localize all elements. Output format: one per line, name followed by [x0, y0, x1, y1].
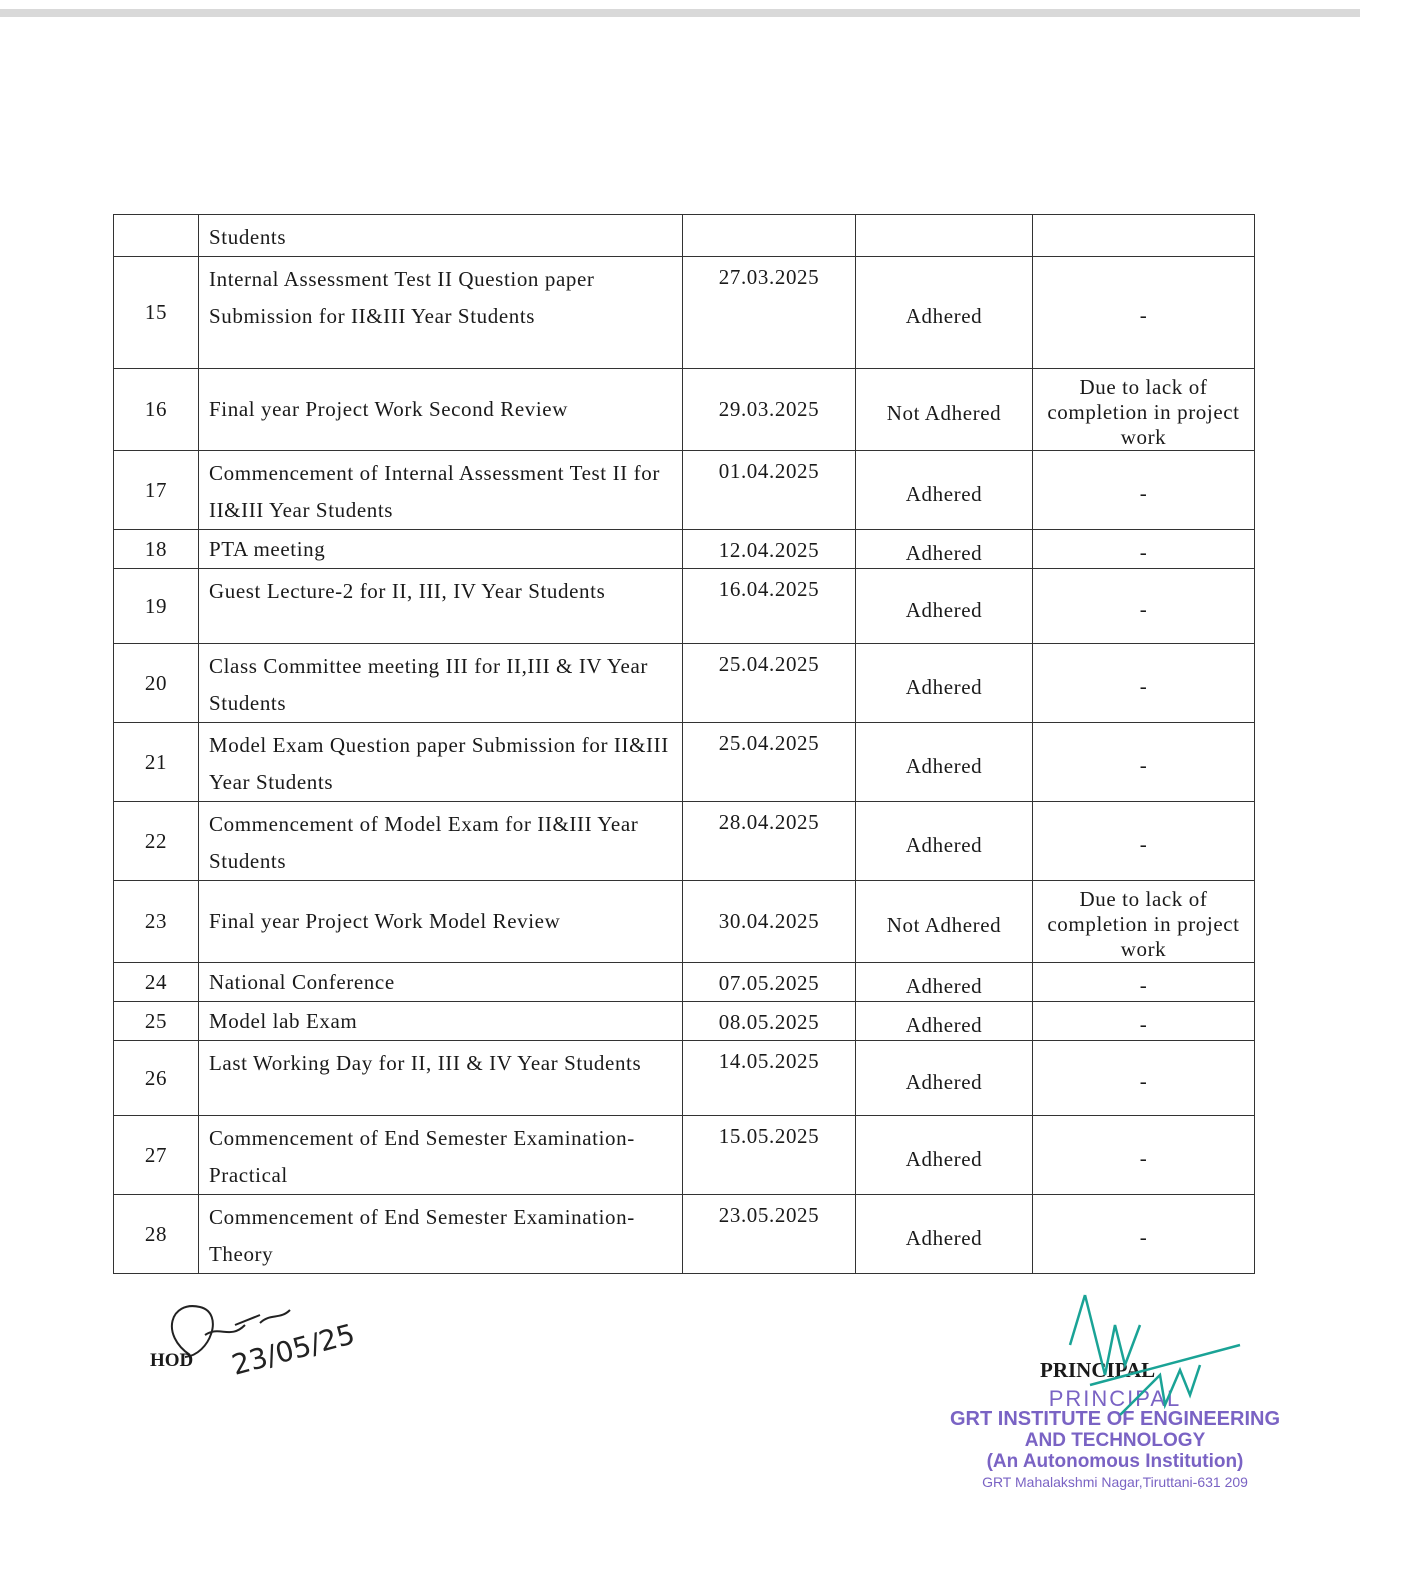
- remarks: [1033, 215, 1255, 257]
- event-date: 25.04.2025: [683, 723, 856, 802]
- remarks: -: [1033, 451, 1255, 530]
- event-description: Students: [199, 215, 683, 257]
- remarks: -: [1033, 644, 1255, 723]
- remarks: -: [1033, 802, 1255, 881]
- principal-label: PRINCIPAL: [1040, 1358, 1156, 1382]
- event-description: Commencement of Internal Assessment Test II for II&III Year Students: [199, 451, 683, 530]
- table-row: [114, 723, 1255, 802]
- scan-edge: [0, 9, 1360, 17]
- remarks: -: [1033, 530, 1255, 569]
- table-row: [114, 215, 1255, 257]
- row-number: 26: [114, 1041, 199, 1116]
- event-date: 28.04.2025: [683, 802, 856, 881]
- adherence-status: Adhered: [856, 1116, 1033, 1195]
- table-row: [114, 451, 1255, 530]
- table-row: [114, 963, 1255, 1002]
- adherence-status: Not Adhered: [856, 881, 1033, 963]
- adherence-status: Adhered: [856, 257, 1033, 369]
- event-description: Class Committee meeting III for II,III & IV Year Students: [199, 644, 683, 723]
- event-description: Internal Assessment Test II Question paper Submission for II&III Year Students: [199, 257, 683, 369]
- event-description: Model lab Exam: [199, 1002, 683, 1041]
- row-number: 25: [114, 1002, 199, 1041]
- event-description: Last Working Day for II, III & IV Year Students: [199, 1041, 683, 1116]
- event-date: 15.05.2025: [683, 1116, 856, 1195]
- row-number: 27: [114, 1116, 199, 1195]
- table-row: [114, 644, 1255, 723]
- event-description: Commencement of End Semester Examination-Theory: [199, 1195, 683, 1274]
- stamp-line2: AND TECHNOLOGY: [1024, 1430, 1206, 1451]
- row-number: 21: [114, 723, 199, 802]
- event-date: 12.04.2025: [683, 530, 856, 569]
- remarks: -: [1033, 1002, 1255, 1041]
- hod-label: HOD: [150, 1350, 194, 1371]
- table-row: [114, 881, 1255, 963]
- row-number: 15: [114, 257, 199, 369]
- event-description: Model Exam Question paper Submission for II&III Year Students: [199, 723, 683, 802]
- table-row: [114, 369, 1255, 451]
- remarks: -: [1033, 723, 1255, 802]
- adherence-status: Adhered: [856, 644, 1033, 723]
- hod-signature-date: 23/05/25: [228, 1317, 359, 1382]
- event-description: Final year Project Work Model Review: [199, 881, 683, 963]
- event-description: Commencement of Model Exam for II&III Year Students: [199, 802, 683, 881]
- row-number: 20: [114, 644, 199, 723]
- event-date: 30.04.2025: [683, 881, 856, 963]
- table-row: [114, 257, 1255, 369]
- adherence-status: Adhered: [856, 963, 1033, 1002]
- adherence-status: Adhered: [856, 723, 1033, 802]
- event-description: Commencement of End Semester Examination-Practical: [199, 1116, 683, 1195]
- event-description: Guest Lecture-2 for II, III, IV Year Students: [199, 569, 683, 644]
- adherence-status: Adhered: [856, 1002, 1033, 1041]
- table-row: [114, 1116, 1255, 1195]
- table-row: [114, 802, 1255, 881]
- event-date: [683, 215, 856, 257]
- row-number: 19: [114, 569, 199, 644]
- remarks: -: [1033, 257, 1255, 369]
- adherence-status: Adhered: [856, 569, 1033, 644]
- adherence-status: [856, 215, 1033, 257]
- remarks: Due to lack of completion in project work: [1033, 369, 1255, 451]
- remarks: -: [1033, 1041, 1255, 1116]
- event-description: PTA meeting: [199, 530, 683, 569]
- event-date: 08.05.2025: [683, 1002, 856, 1041]
- event-date: 27.03.2025: [683, 257, 856, 369]
- table-row: [114, 1041, 1255, 1116]
- event-date: 01.04.2025: [683, 451, 856, 530]
- stamp-line1: GRT INSTITUTE OF ENGINEERING: [949, 1408, 1280, 1430]
- row-number: 28: [114, 1195, 199, 1274]
- table-row: [114, 569, 1255, 644]
- row-number: 22: [114, 802, 199, 881]
- adherence-status: Not Adhered: [856, 369, 1033, 451]
- principal-signature: [1060, 1285, 1260, 1445]
- row-number: 24: [114, 963, 199, 1002]
- schedule-table: [113, 214, 1255, 1274]
- remarks: -: [1033, 963, 1255, 1002]
- adherence-status: Adhered: [856, 802, 1033, 881]
- table-row: [114, 1002, 1255, 1041]
- adherence-status: Adhered: [856, 530, 1033, 569]
- event-date: 14.05.2025: [683, 1041, 856, 1116]
- stamp-line4: GRT Mahalakshmi Nagar,Tiruttani-631 209: [982, 1474, 1248, 1490]
- adherence-status: Adhered: [856, 1195, 1033, 1274]
- event-description: National Conference: [199, 963, 683, 1002]
- adherence-status: Adhered: [856, 451, 1033, 530]
- row-number: [114, 215, 199, 257]
- stamp-title: PRINCIPAL: [1048, 1386, 1182, 1411]
- event-date: 07.05.2025: [683, 963, 856, 1002]
- event-description: Final year Project Work Second Review: [199, 369, 683, 451]
- event-date: 29.03.2025: [683, 369, 856, 451]
- row-number: 18: [114, 530, 199, 569]
- row-number: 16: [114, 369, 199, 451]
- event-date: 16.04.2025: [683, 569, 856, 644]
- row-number: 23: [114, 881, 199, 963]
- table-row: [114, 1195, 1255, 1274]
- row-number: 17: [114, 451, 199, 530]
- remarks: -: [1033, 569, 1255, 644]
- stamp-line3: (An Autonomous Institution): [986, 1451, 1244, 1472]
- remarks: -: [1033, 1195, 1255, 1274]
- remarks: -: [1033, 1116, 1255, 1195]
- table-row: [114, 530, 1255, 569]
- event-date: 25.04.2025: [683, 644, 856, 723]
- adherence-status: Adhered: [856, 1041, 1033, 1116]
- event-date: 23.05.2025: [683, 1195, 856, 1274]
- remarks: Due to lack of completion in project work: [1033, 881, 1255, 963]
